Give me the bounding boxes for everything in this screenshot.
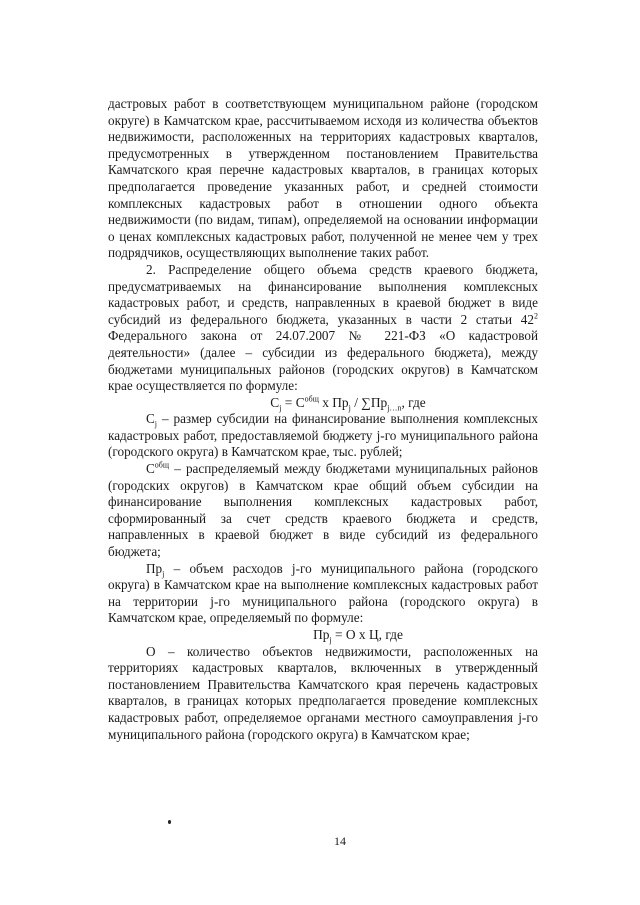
def-prj-sub: j [162,569,165,579]
def-prj-symbol: Пр [146,560,163,576]
formula2-sub-j: j [329,635,332,645]
formula-subsidy [108,395,538,412]
paragraph-2 [108,262,538,395]
formula-c: С [270,394,280,410]
formula-div: / ∑Пр [350,394,388,410]
def-cj-symbol: С [146,411,155,427]
def-cobsch-symbol: С [146,461,155,477]
definition-cj [108,411,538,461]
formula-sup-obsch: общ [304,394,319,404]
def-cj-sub: j [154,419,158,429]
def-prj-text: – объем расходов j-го муниципального района (городского округа) в Камчатском крае на выполнение комплексных кадастровых работ на территории j-го муниципального района (городского округа) в Камчатском крае, определяемый по формуле: [108,560,538,626]
def-cobsch-text: – распределяемый между бюджетами муниципальных районов (городских округов) в Камчатском крае общий объем субсидии на финансирование выполнения комплексных кадастровых работ, сформированный за счет средств краевого бюджета и средств, направленных в краевой бюджет в виде субсидий из федерального бюджета; [108,461,538,560]
body-text [108,96,538,743]
formula-tail: , где [401,394,426,410]
formula-expenses [108,627,538,644]
definition-cobsch [108,461,538,561]
formula-sub-j: j [279,403,282,413]
def-cobsch-sup: общ [154,460,170,470]
formula-sub-range: j…n [387,403,402,413]
formula2-rest: = О х Ц, где [331,627,403,642]
formula-x: x Пр [318,394,349,410]
page-number: 14 [334,834,346,848]
paragraph-2-text-a: 2. Распределение общего объема средств краевого бюджета, предусматриваемых на финансирование выполнения комплексных кадастровых работ, и средств, направленных в краевой бюджет в виде субсидий из федерального бюджета, указанных в части 2 статьи 42 [108,261,538,327]
formula-eq: = С [281,394,305,410]
superscript: 2 [534,311,538,321]
definition-prj [108,561,538,627]
definition-o: О – количество объектов недвижимости, расположенных на территориях кадастровых кварталов, включенных в утвержденный постановлением Правительства Камчатского края перечень кадастровых кварталов, в границах которых предполагается проведение комплексных кадастровых работ, определяемое органами местного самоуправления j-го муниципального района (городского округа) в Камчатском крае; [108,643,538,742]
def-cj-text: – размер субсидии на финансирование выполнения комплексных кадастровых работ, предоставляемой бюджету j-го муниципального района (городского округа) в Камчатском крае, тыс. рублей; [108,411,538,460]
paragraph-continuation: дастровых работ в соответствующем муниципальном районе (городском округе) в Камчатском крае, рассчитываемом исходя из количества объектов недвижимости, расположенных на территориях кадастровых кварталов, предусмотренных в утвержденном постановлением Правительства Камчатского края перечне кадастровых кварталов, в границах которых предполагается проведение указанных работ, и средней стоимости комплексных кадастровых работ в отношении одного объекта недвижимости (по видам, типам), определяемой на основании информации о ценах комплексных кадастровых работ, полученной не менее чем у трех подрядчиков, осуществляющих выполнение таких работ. [108,96,538,261]
formula2-pr: Пр [313,627,330,642]
ink-dot [168,820,171,824]
paragraph-2-text-b: Федерального закона от 24.07.2007 № 221-ФЗ «О кадастровой деятельности» (далее – субсидии из федерального бюджета), между бюджетами муниципальных районов (городских округов) в Камчатском крае осуществляется по формуле: [108,328,538,394]
formula-sub-j2: j [348,403,351,413]
